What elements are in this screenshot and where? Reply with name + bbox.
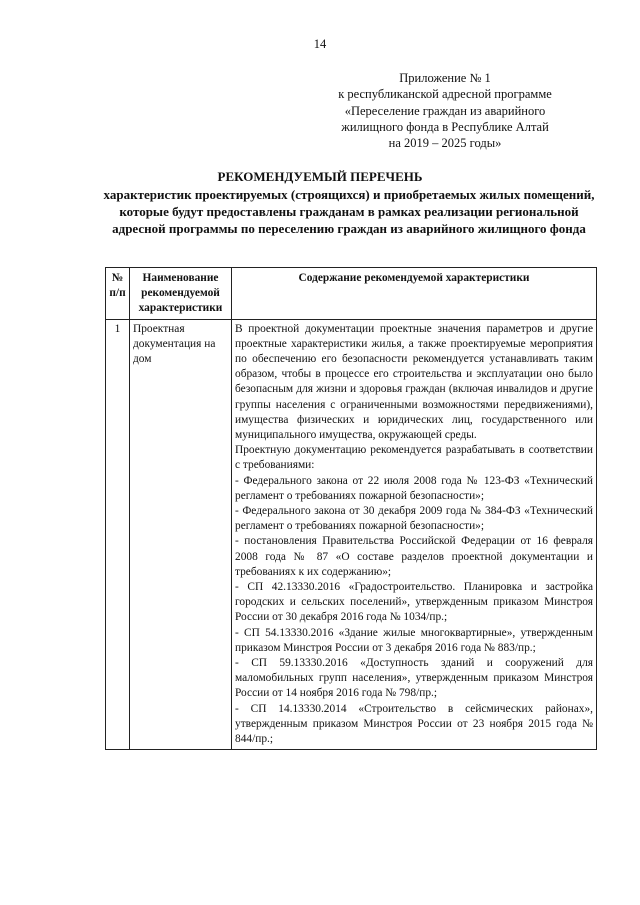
row-name: Проектная документация на дом — [130, 319, 232, 750]
header-content: Содержание рекомендуемой характеристики — [232, 268, 597, 320]
table-row — [106, 319, 597, 750]
header-name: Наименование рекомендуемой характеристики — [130, 268, 232, 320]
characteristics-table — [105, 267, 597, 750]
appendix-line: на 2019 – 2025 годы» — [388, 136, 502, 151]
appendix-block — [300, 70, 590, 151]
appendix-line: «Переселение граждан из аварийного — [344, 103, 546, 118]
document-title: РЕКОМЕНДУЕМЫЙ ПЕРЕЧЕНЬ — [217, 169, 423, 184]
appendix-line: жилищного фонда в Республике Алтай — [341, 119, 549, 134]
content-paragraph: - СП 54.13330.2016 «Здание жилые многоквартирные», утвержденным приказом Минстроя России от 3 декабря 2016 года № 883/пр.; — [235, 626, 593, 654]
content-paragraph: - постановления Правительства Российской Федерации от 16 февраля 2008 года № 87 «О составе разделов проектной документации и требованиях к их содержанию»; — [235, 535, 593, 578]
content-paragraph: В проектной документации проектные значения параметров и другие проектные характеристики жилья, а также проектируемые мероприятия по обеспечению его безопасности рекомендуется устанавливать таким образом, чтобы в процессе его строительства и эксплуатации оно было безопасным для жизни и здоровья граждан (включая инвалидов и другие группы населения с ограниченными возможностями передвижениями), имущества физических и юридических лиц, государственного или муниципального имущества, окружающей среды. — [235, 322, 593, 442]
table-header-row — [106, 268, 597, 320]
row-content — [232, 319, 597, 750]
content-paragraph: - СП 14.13330.2014 «Строительство в сейсмических районах», утвержденным приказом Минстроя России от 23 ноября 2015 года № 844/пр.; — [235, 702, 593, 746]
appendix-line: Приложение № 1 — [399, 71, 491, 85]
header-number: № п/п — [106, 268, 130, 320]
content-paragraph: Проектную документацию рекомендуется разрабатывать в соответствии с требованиями: — [235, 444, 593, 472]
content-paragraph: - СП 42.13330.2016 «Градостроительство. Планировка и застройка городских и сельских поселений», утвержденным приказом Минстроя России от 30 декабря 2016 года № 1034/пр.; — [235, 581, 593, 624]
content-paragraph: - Федерального закона от 30 декабря 2009 года № 384-ФЗ «Технический регламент о требованиях пожарной безопасности»; — [235, 505, 593, 533]
content-paragraph: - СП 59.13330.2016 «Доступность зданий и сооружений для маломобильных групп населения», утвержденным приказом Минстроя России от 14 ноября 2016 года № 798/пр.; — [235, 657, 593, 700]
appendix-line: к республиканской адресной программе — [338, 87, 552, 102]
document-subtitle: характеристик проектируемых (строящихся) и приобретаемых жилых помещений, которые будут предоставлены гражданам в рамках реализации региональной адресной программы по переселению граждан из аварийного жилищного фонда — [103, 187, 595, 236]
row-number: 1 — [106, 319, 130, 750]
content-paragraph: - Федерального закона от 22 июля 2008 года № 123-ФЗ «Технический регламент о требованиях пожарной безопасности»; — [235, 474, 593, 502]
page-number: 14 — [313, 37, 327, 51]
